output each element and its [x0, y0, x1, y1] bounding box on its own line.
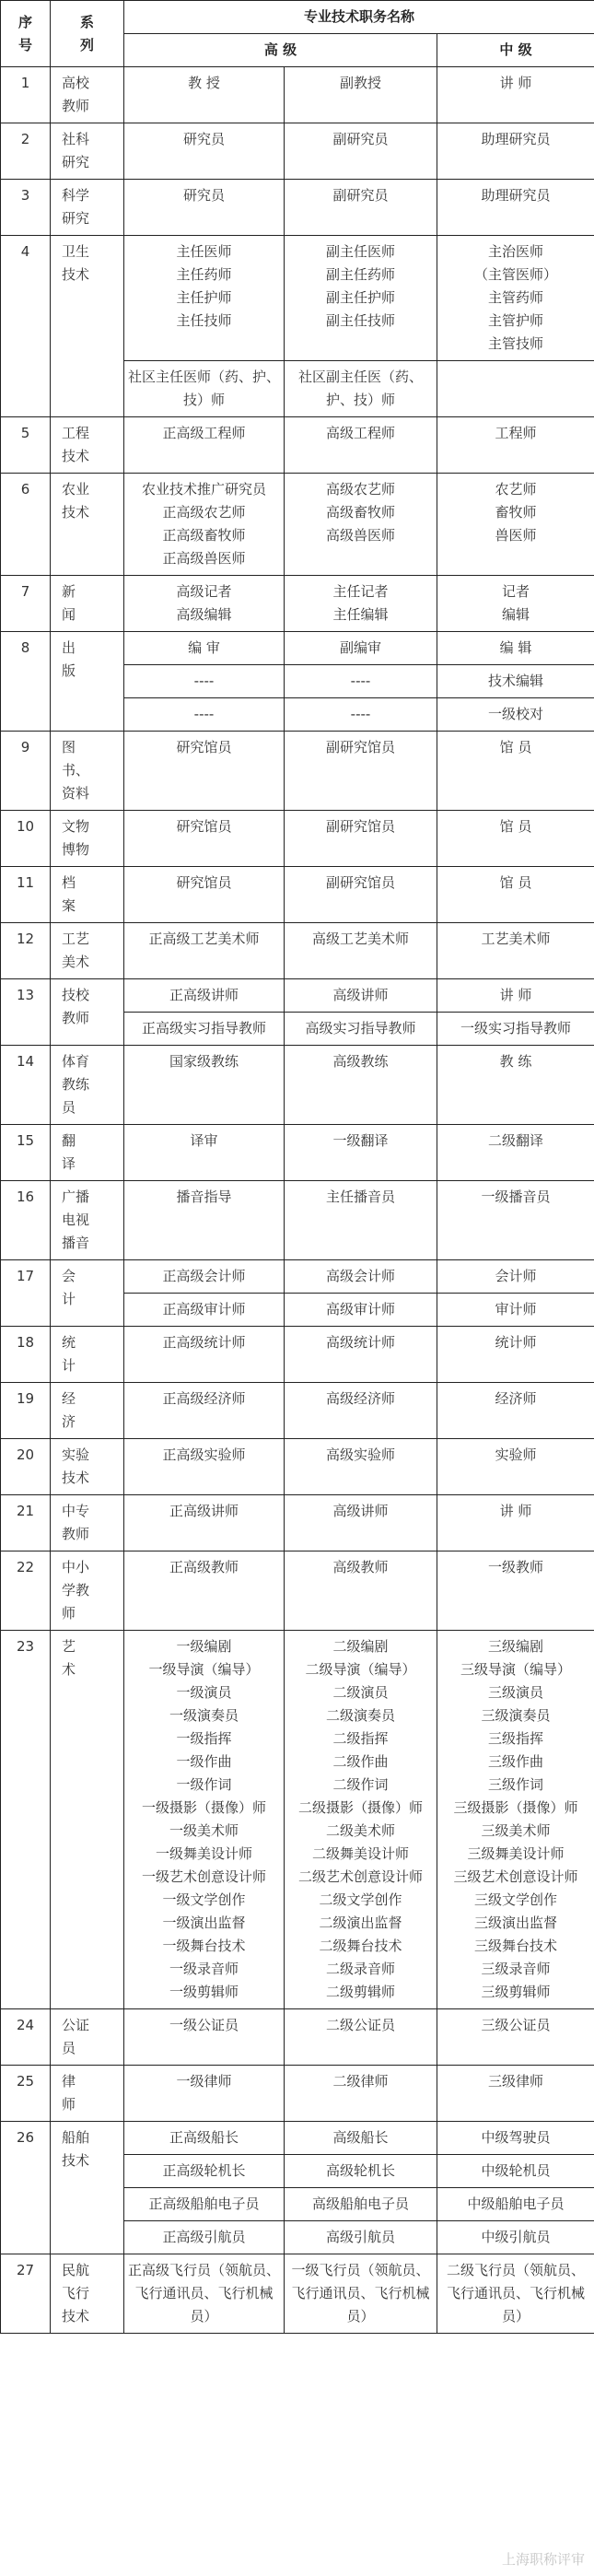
row-number: 1: [1, 67, 51, 123]
table-row: [1, 123, 594, 180]
middle-title: 馆 员: [437, 867, 594, 923]
middle-title: 馆 员: [437, 732, 594, 811]
middle-title: 工程师: [437, 417, 594, 474]
header-senior: 高 级: [124, 34, 437, 67]
senior-deputy-title: 高级农艺师 高级畜牧师 高级兽医师: [285, 474, 437, 576]
series-name: 中小 学教 师: [51, 1551, 124, 1631]
series-name: 体育 教练 员: [51, 1046, 124, 1125]
series-name: 经 济: [51, 1383, 124, 1439]
table-row: [1, 474, 594, 576]
header-row-1: [1, 1, 594, 34]
row-number: 10: [1, 811, 51, 867]
senior-deputy-title: 二级公证员: [285, 2009, 437, 2066]
table-row: [1, 979, 594, 1013]
senior-deputy-title: 二级编剧 二级导演（编导） 二级演员 二级演奏员 二级指挥 二级作曲 二级作词 二级摄影（摄像）师 二级美术师 二级舞美设计师 二级艺术创意设计师 二级文学创作 二级演出监督 二级舞台技术 二级录音师 二级剪辑师: [285, 1631, 437, 2009]
table-row: [1, 1495, 594, 1551]
series-name: 出 版: [51, 632, 124, 732]
middle-title: 工艺美术师: [437, 923, 594, 979]
row-number: 24: [1, 2009, 51, 2066]
row-number: 5: [1, 417, 51, 474]
middle-title: 农艺师 畜牧师 兽医师: [437, 474, 594, 576]
middle-title: 三级律师: [437, 2066, 594, 2122]
series-name: 技校 教师: [51, 979, 124, 1046]
middle-title: 一级校对: [437, 698, 594, 732]
senior-full-title: 正高级工艺美术师: [124, 923, 285, 979]
series-name: 公证 员: [51, 2009, 124, 2066]
senior-deputy-title: 高级实验师: [285, 1439, 437, 1495]
series-name: 统 计: [51, 1327, 124, 1383]
senior-deputy-title: 高级教师: [285, 1551, 437, 1631]
series-name: 中专 教师: [51, 1495, 124, 1551]
table-row: [1, 1181, 594, 1260]
senior-deputy-title: 高级会计师: [285, 1260, 437, 1294]
series-name: 民航 飞行 技术: [51, 2254, 124, 2334]
table-row: [1, 1260, 594, 1294]
senior-full-title: 正高级实习指导教师: [124, 1013, 285, 1046]
middle-title: 中级轮机员: [437, 2155, 594, 2188]
table-row: [1, 1383, 594, 1439]
senior-full-title: 正高级教师: [124, 1551, 285, 1631]
senior-full-title: 教 授: [124, 67, 285, 123]
senior-deputy-title: 副研究员: [285, 123, 437, 180]
middle-title: 记者 编辑: [437, 576, 594, 632]
series-name: 档 案: [51, 867, 124, 923]
row-number: 7: [1, 576, 51, 632]
senior-full-title: 正高级讲师: [124, 1495, 285, 1551]
middle-title: 统计师: [437, 1327, 594, 1383]
senior-deputy-title: 副教授: [285, 67, 437, 123]
senior-deputy-title: ----: [285, 665, 437, 698]
row-number: 18: [1, 1327, 51, 1383]
senior-full-title: 社区主任医师（药、护、技）师: [124, 361, 285, 417]
middle-title: 审计师: [437, 1294, 594, 1327]
senior-deputy-title: 高级轮机长: [285, 2155, 437, 2188]
series-name: 实验 技术: [51, 1439, 124, 1495]
table-row: [1, 1631, 594, 2009]
series-name: 科学 研究: [51, 180, 124, 236]
table-body: [1, 67, 594, 2334]
senior-full-title: 正高级引航员: [124, 2221, 285, 2254]
senior-full-title: ----: [124, 665, 285, 698]
table-row: [1, 732, 594, 811]
middle-title: 二级翻译: [437, 1125, 594, 1181]
table-row: [1, 1327, 594, 1383]
middle-title: 馆 员: [437, 811, 594, 867]
row-number: 21: [1, 1495, 51, 1551]
watermark: 上海职称评审: [501, 2551, 585, 2568]
senior-deputy-title: 高级工艺美术师: [285, 923, 437, 979]
senior-deputy-title: 高级讲师: [285, 979, 437, 1013]
senior-deputy-title: 主任播音员: [285, 1181, 437, 1260]
senior-full-title: 国家级教练: [124, 1046, 285, 1125]
row-number: 12: [1, 923, 51, 979]
senior-full-title: ----: [124, 698, 285, 732]
senior-deputy-title: 副研究馆员: [285, 732, 437, 811]
senior-deputy-title: 一级翻译: [285, 1125, 437, 1181]
middle-title: 经济师: [437, 1383, 594, 1439]
middle-title: 中级引航员: [437, 2221, 594, 2254]
series-name: 农业 技术: [51, 474, 124, 576]
row-number: 16: [1, 1181, 51, 1260]
table-row: [1, 2122, 594, 2155]
table-row: [1, 1439, 594, 1495]
table-row: [1, 180, 594, 236]
senior-deputy-title: 高级讲师: [285, 1495, 437, 1551]
senior-full-title: 研究员: [124, 123, 285, 180]
senior-full-title: 一级编剧 一级导演（编导） 一级演员 一级演奏员 一级指挥 一级作曲 一级作词 一级摄影（摄像）师 一级美术师 一级舞美设计师 一级艺术创意设计师 一级文学创作 一级演出监督 一级舞台技术 一级录音师 一级剪辑师: [124, 1631, 285, 2009]
table-row: [1, 2066, 594, 2122]
table-row: [1, 1125, 594, 1181]
middle-title: 二级飞行员（领航员、飞行通讯员、飞行机械员）: [437, 2254, 594, 2334]
row-number: 25: [1, 2066, 51, 2122]
middle-title: 助理研究员: [437, 123, 594, 180]
table-row: [1, 576, 594, 632]
middle-title: [437, 361, 594, 417]
middle-title: 教 练: [437, 1046, 594, 1125]
senior-full-title: 正高级审计师: [124, 1294, 285, 1327]
senior-full-title: 编 审: [124, 632, 285, 665]
senior-deputy-title: 高级教练: [285, 1046, 437, 1125]
middle-title: 三级公证员: [437, 2009, 594, 2066]
senior-deputy-title: 高级审计师: [285, 1294, 437, 1327]
row-number: 26: [1, 2122, 51, 2254]
table-row: [1, 417, 594, 474]
senior-full-title: 研究馆员: [124, 867, 285, 923]
senior-deputy-title: 一级飞行员（领航员、飞行通讯员、飞行机械员）: [285, 2254, 437, 2334]
middle-title: 三级编剧 三级导演（编导） 三级演员 三级演奏员 三级指挥 三级作曲 三级作词 三级摄影（摄像）师 三级美术师 三级舞美设计师 三级艺术创意设计师 三级文学创作 三级演出监督 三级舞台技术 三级录音师 三级剪辑师: [437, 1631, 594, 2009]
senior-deputy-title: 副主任医师 副主任药师 副主任护师 副主任技师: [285, 236, 437, 361]
row-number: 27: [1, 2254, 51, 2334]
senior-deputy-title: ----: [285, 698, 437, 732]
senior-full-title: 正高级会计师: [124, 1260, 285, 1294]
series-name: 艺 术: [51, 1631, 124, 2009]
senior-full-title: 研究馆员: [124, 732, 285, 811]
row-number: 3: [1, 180, 51, 236]
senior-deputy-title: 高级实习指导教师: [285, 1013, 437, 1046]
senior-full-title: 高级记者 高级编辑: [124, 576, 285, 632]
header-no: 序 号: [1, 1, 51, 67]
row-number: 20: [1, 1439, 51, 1495]
middle-title: 编 辑: [437, 632, 594, 665]
table-row: [1, 923, 594, 979]
senior-full-title: 一级律师: [124, 2066, 285, 2122]
series-name: 卫生 技术: [51, 236, 124, 417]
senior-deputy-title: 主任记者 主任编辑: [285, 576, 437, 632]
senior-full-title: 正高级讲师: [124, 979, 285, 1013]
middle-title: 主治医师 （主管医师） 主管药师 主管护师 主管技师: [437, 236, 594, 361]
series-name: 船舶 技术: [51, 2122, 124, 2254]
row-number: 2: [1, 123, 51, 180]
series-name: 广播 电视 播音: [51, 1181, 124, 1260]
middle-title: 一级教师: [437, 1551, 594, 1631]
middle-title: 实验师: [437, 1439, 594, 1495]
middle-title: 讲 师: [437, 979, 594, 1013]
table-row: [1, 632, 594, 665]
middle-title: 助理研究员: [437, 180, 594, 236]
senior-full-title: 正高级船舶电子员: [124, 2188, 285, 2221]
middle-title: 技术编辑: [437, 665, 594, 698]
senior-deputy-title: 副研究馆员: [285, 867, 437, 923]
series-name: 工艺 美术: [51, 923, 124, 979]
series-name: 会 计: [51, 1260, 124, 1327]
middle-title: 中级驾驶员: [437, 2122, 594, 2155]
header-title: 专业技术职务名称: [124, 1, 594, 34]
senior-full-title: 正高级统计师: [124, 1327, 285, 1383]
senior-deputy-title: 高级引航员: [285, 2221, 437, 2254]
table-row: [1, 236, 594, 361]
middle-title: 一级实习指导教师: [437, 1013, 594, 1046]
series-name: 新 闻: [51, 576, 124, 632]
row-number: 13: [1, 979, 51, 1046]
senior-full-title: 译审: [124, 1125, 285, 1181]
series-name: 工程 技术: [51, 417, 124, 474]
senior-deputy-title: 高级经济师: [285, 1383, 437, 1439]
senior-full-title: 研究员: [124, 180, 285, 236]
senior-full-title: 正高级实验师: [124, 1439, 285, 1495]
senior-deputy-title: 副研究馆员: [285, 811, 437, 867]
row-number: 23: [1, 1631, 51, 2009]
senior-full-title: 农业技术推广研究员 正高级农艺师 正高级畜牧师 正高级兽医师: [124, 474, 285, 576]
header-middle: 中 级: [437, 34, 594, 67]
row-number: 9: [1, 732, 51, 811]
senior-deputy-title: 社区副主任医（药、护、技）师: [285, 361, 437, 417]
senior-deputy-title: 高级工程师: [285, 417, 437, 474]
table-row: [1, 867, 594, 923]
series-name: 翻 译: [51, 1125, 124, 1181]
middle-title: 一级播音员: [437, 1181, 594, 1260]
table-row: [1, 67, 594, 123]
row-number: 22: [1, 1551, 51, 1631]
middle-title: 讲 师: [437, 67, 594, 123]
series-name: 社科 研究: [51, 123, 124, 180]
senior-deputy-title: 高级船舶电子员: [285, 2188, 437, 2221]
middle-title: 中级船舶电子员: [437, 2188, 594, 2221]
senior-full-title: 播音指导: [124, 1181, 285, 1260]
row-number: 15: [1, 1125, 51, 1181]
row-number: 6: [1, 474, 51, 576]
series-name: 文物 博物: [51, 811, 124, 867]
senior-full-title: 主任医师 主任药师 主任护师 主任技师: [124, 236, 285, 361]
senior-full-title: 一级公证员: [124, 2009, 285, 2066]
series-name: 律 师: [51, 2066, 124, 2122]
senior-full-title: 正高级飞行员（领航员、飞行通讯员、飞行机械员）: [124, 2254, 285, 2334]
row-number: 19: [1, 1383, 51, 1439]
row-number: 14: [1, 1046, 51, 1125]
row-number: 17: [1, 1260, 51, 1327]
row-number: 11: [1, 867, 51, 923]
senior-full-title: 正高级工程师: [124, 417, 285, 474]
series-name: 高校 教师: [51, 67, 124, 123]
senior-deputy-title: 高级统计师: [285, 1327, 437, 1383]
header-series: 系 列: [51, 1, 124, 67]
row-number: 8: [1, 632, 51, 732]
senior-deputy-title: 副研究员: [285, 180, 437, 236]
senior-deputy-title: 二级律师: [285, 2066, 437, 2122]
table-row: [1, 811, 594, 867]
senior-full-title: 正高级经济师: [124, 1383, 285, 1439]
senior-full-title: 正高级轮机长: [124, 2155, 285, 2188]
senior-full-title: 正高级船长: [124, 2122, 285, 2155]
senior-deputy-title: 副编审: [285, 632, 437, 665]
middle-title: 会计师: [437, 1260, 594, 1294]
table-row: [1, 1046, 594, 1125]
table-row: [1, 2254, 594, 2334]
row-number: 4: [1, 236, 51, 417]
table-row: [1, 1551, 594, 1631]
table-row: [1, 2009, 594, 2066]
senior-full-title: 研究馆员: [124, 811, 285, 867]
middle-title: 讲 师: [437, 1495, 594, 1551]
series-name: 图 书、 资料: [51, 732, 124, 811]
senior-deputy-title: 高级船长: [285, 2122, 437, 2155]
